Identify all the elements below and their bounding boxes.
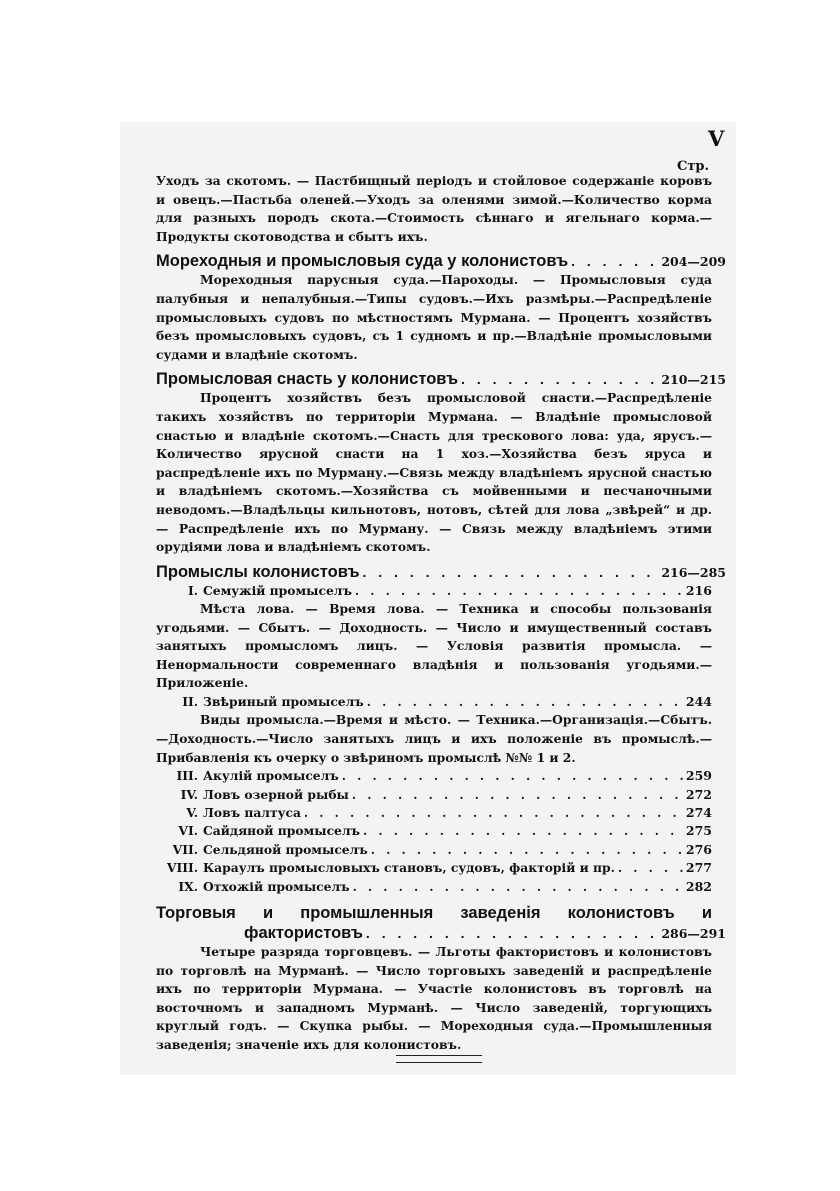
subsection-title: Ловъ палтуса	[203, 805, 301, 821]
subsection-numeral: V.	[186, 805, 198, 821]
leader-dots	[352, 786, 683, 804]
subsection-numeral: I.	[187, 582, 198, 598]
leader-dots	[367, 693, 683, 711]
subsection-pages: 216	[685, 582, 712, 598]
section-title-line2: фактористовъ	[244, 924, 363, 943]
end-rule	[396, 1055, 482, 1063]
subsection-pages: 272	[685, 786, 712, 802]
subsection-title: Отхожій промыселъ	[203, 878, 350, 894]
subsection-numeral: VII.	[172, 841, 198, 857]
subsection-title: Акулій промыселъ	[203, 768, 339, 784]
subsection-title: Сайдяной промыселъ	[203, 823, 360, 839]
leader-dots	[366, 925, 658, 941]
subsection-numeral: VI.	[178, 823, 198, 839]
subsection-numeral: VIII.	[166, 860, 198, 876]
subsection-numeral: II.	[182, 694, 198, 710]
leader-dots	[342, 767, 683, 785]
toc-section-trades	[156, 562, 726, 582]
leader-dots	[362, 564, 658, 580]
subsection-description: Мѣста лова. — Время лова. — Техника и способы пользованія угодьями. — Сбытъ. — Доходность. — Число и имущественный составъ занятыхъ промысломъ лицъ. — Условія развитія промысла. — Ненормальности современнаго владѣнія и пользованія угодьями.—Приложеніе.	[156, 601, 712, 691]
subsection-pages: 277	[685, 860, 712, 876]
toc-subsection	[156, 582, 712, 600]
page-number: V	[708, 126, 725, 151]
leader-dots	[571, 253, 658, 269]
toc-section-commerce	[156, 924, 726, 943]
subsection-pages: 244	[685, 694, 712, 710]
subsection-pages: 282	[685, 878, 712, 894]
subsection-title: Звѣриный промыселъ	[203, 694, 364, 710]
toc-section-vessels	[156, 252, 726, 271]
section-pages: 286—291	[661, 926, 726, 942]
subsection-pages: 274	[685, 805, 712, 821]
leader-dots	[363, 822, 683, 840]
page-column-header: Стр.	[677, 159, 710, 174]
toc-subsection	[156, 693, 712, 711]
toc-subsection	[156, 786, 712, 804]
section-title: Промыслы колонистовъ	[156, 562, 360, 581]
subsection-numeral: III.	[176, 768, 198, 784]
section-description: Четыре разряда торговцевъ. — Льготы фактористовъ и колонистовъ по торговлѣ на Мурманѣ. — Число торговыхъ заведеній и распредѣленіе ихъ по территоріи Мурмана. — Участіе колонистовъ въ торговлѣ на восточномъ и западномъ Мурманѣ. — Число заведеній, торгующихъ круглый годъ. — Скупка рыбы. — Мореходныя суда.—Промышленныя заведенія; значеніе ихъ для колонистовъ.	[156, 944, 712, 1053]
section-title: Мореходныя и промысловыя суда у колонистовъ	[156, 252, 569, 271]
toc-subsection	[156, 878, 712, 896]
toc-section-fishing-gear	[156, 370, 726, 389]
leader-dots	[461, 371, 658, 387]
subsection-title: Семужій промыселъ	[203, 582, 352, 598]
section-pages: 216—285	[661, 564, 726, 580]
subsection-numeral: IX.	[178, 878, 198, 894]
toc-subsection	[156, 859, 712, 877]
leader-dots	[618, 859, 683, 877]
leader-dots	[371, 841, 683, 859]
subsection-pages: 276	[685, 841, 712, 857]
subsection-description: Виды промысла.—Время и мѣсто. — Техника.—Организація.—Сбытъ.—Доходность.—Число занятыхъ лицъ и ихъ положеніе въ промыслѣ.—Прибавленія къ очерку о звѣриномъ промыслѣ №№ 1 и 2.	[156, 712, 712, 765]
toc-subsection	[156, 804, 712, 822]
section-title-line1: Торговыя и промышленныя заведенія колонистовъ и	[156, 904, 712, 923]
subsection-pages: 259	[685, 768, 712, 784]
section-description: Процентъ хозяйствъ безъ промысловой снасти.—Распредѣленіе такихъ хозяйствъ по территоріи Мурмана. — Владѣніе промысловой снастью и владѣніе скотомъ.—Снасть для трескового лова: уда, ярусъ.—Количество ярусной снасти на 1 хоз.—Хозяйства безъ яруса и распредѣленіе ихъ по Мурману.—Связь между владѣніемъ ярусной снастью и владѣніемъ скотомъ.—Хозяйства съ мойвенными и песчаночными неводомъ.—Владѣльцы кильнотовъ, нотовъ, сѣтей для лова „звѣрей“ и др. — Распредѣленіе ихъ по Мурману. — Связь между владѣніемъ этими орудіями лова и владѣніемъ скотомъ.	[156, 390, 712, 555]
section-description: Мореходныя парусныя суда.—Пароходы. — Промысловыя суда палубныя и непалубныя.—Типы судовъ.—Ихъ размѣры.—Распредѣленіе промысловыхъ судовъ по мѣстностямъ Мурмана. — Процентъ хозяйствъ безъ промысловыхъ судовъ, съ 1 судномъ и пр.—Владѣніе промысловыми судами и владѣніе скотомъ.	[156, 272, 712, 362]
subsection-numeral: IV.	[180, 786, 198, 802]
leader-dots	[304, 804, 683, 822]
toc-subsection	[156, 841, 712, 859]
subsection-pages: 275	[685, 823, 712, 839]
section-pages: 204—209	[661, 254, 726, 270]
leader-dots	[355, 582, 683, 600]
subsection-title: Караулъ промысловыхъ становъ, судовъ, факторій и пр.	[203, 860, 615, 876]
section-pages: 210—215	[661, 372, 726, 388]
section-title: Промысловая снасть у колонистовъ	[156, 370, 459, 389]
toc-subsection	[156, 767, 712, 785]
leader-dots	[353, 878, 683, 896]
subsection-title: Сельдяной промыселъ	[203, 841, 368, 857]
toc-subsection	[156, 822, 712, 840]
table-of-contents	[156, 172, 726, 1055]
intro-paragraph: Уходъ за скотомъ. — Пастбищный періодъ и стойловое содержаніе коровъ и овецъ.—Пастьба оленей.—Уходъ за оленями зимой.—Количество корма для разныхъ породъ скота.—Стоимость сѣннаго и ягельнаго корма.—Продукты скотоводства и сбытъ ихъ.	[156, 173, 712, 244]
subsection-title: Ловъ озерной рыбы	[203, 786, 349, 802]
